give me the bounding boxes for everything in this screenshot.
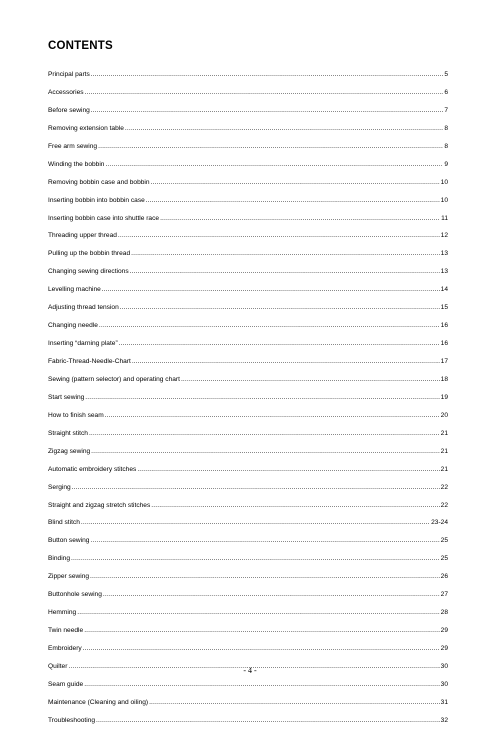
toc-entry-label: Binding (48, 555, 70, 563)
toc-entry[interactable] (48, 518, 448, 536)
toc-entry-label: Start sewing (48, 393, 85, 401)
toc-entry-page: 23-24 (431, 519, 448, 527)
dot-leader (103, 590, 440, 599)
dot-leader (83, 644, 440, 653)
toc-entry-page: 21 (440, 447, 448, 455)
dot-leader (84, 680, 439, 689)
toc-entry[interactable] (48, 231, 448, 249)
dot-leader (149, 698, 440, 707)
toc-entry[interactable] (48, 429, 448, 447)
dot-leader (151, 178, 440, 187)
toc-entry-label: Serging (48, 483, 71, 491)
table-of-contents (48, 70, 448, 734)
toc-entry[interactable] (48, 267, 448, 285)
dot-leader (130, 267, 440, 276)
toc-entry[interactable] (48, 249, 448, 267)
toc-entry[interactable] (48, 303, 448, 321)
dot-leader (146, 196, 440, 205)
dot-leader (96, 716, 440, 725)
toc-entry-page: 13 (440, 250, 448, 258)
toc-entry-page: 16 (440, 322, 448, 330)
toc-entry-page: 25 (440, 537, 448, 545)
toc-entry-page: 15 (440, 304, 448, 312)
page-title: CONTENTS (48, 40, 113, 52)
dot-leader (119, 339, 440, 348)
toc-entry-label: Straight and zigzag stretch stitches (48, 501, 151, 509)
toc-entry-page: 9 (444, 160, 448, 168)
dot-leader (99, 321, 440, 330)
dot-leader (72, 483, 440, 492)
toc-entry-page: 17 (440, 358, 448, 365)
dot-leader (118, 231, 440, 240)
dot-leader (105, 160, 443, 169)
toc-entry[interactable] (48, 142, 448, 160)
toc-entry[interactable] (48, 375, 448, 393)
dot-leader (85, 393, 439, 402)
toc-entry[interactable] (48, 644, 448, 662)
toc-entry-page: 8 (444, 124, 448, 132)
toc-entry-page: 21 (440, 429, 448, 437)
toc-entry-label: Blind stitch (48, 519, 80, 527)
toc-entry[interactable] (48, 214, 448, 232)
toc-entry[interactable] (48, 716, 448, 734)
toc-entry[interactable] (48, 536, 448, 554)
dot-leader (125, 124, 443, 133)
toc-entry[interactable] (48, 483, 448, 501)
toc-entry-page: 31 (440, 698, 448, 706)
toc-entry-page: 10 (440, 178, 448, 186)
dot-leader (85, 88, 444, 97)
toc-entry-label: Twin needle (48, 627, 84, 635)
toc-entry-page: 28 (440, 609, 448, 617)
toc-entry-page: 30 (440, 680, 448, 688)
toc-entry-label: Quilter (48, 662, 68, 670)
dot-leader (91, 106, 444, 115)
toc-entry-label: Threading upper thread (48, 232, 117, 240)
toc-entry-page: 11 (441, 214, 448, 222)
toc-entry[interactable] (48, 680, 448, 698)
toc-entry[interactable] (48, 411, 448, 429)
toc-entry-page: 20 (440, 411, 448, 419)
toc-entry[interactable] (48, 88, 448, 106)
toc-entry-label: Changing needle (48, 322, 98, 330)
toc-entry-page: 8 (444, 142, 448, 150)
toc-entry-page: 14 (440, 286, 448, 294)
toc-entry-label: Hemming (48, 609, 77, 617)
toc-entry-label: Embroidery (48, 645, 82, 652)
dot-leader (91, 447, 440, 456)
toc-entry[interactable] (48, 501, 448, 519)
dot-leader (91, 70, 444, 79)
toc-entry[interactable] (48, 554, 448, 572)
dot-leader (132, 357, 440, 366)
toc-entry-page: 10 (440, 196, 448, 204)
dot-leader (102, 285, 440, 294)
toc-entry-label: Accessories (48, 88, 84, 96)
toc-entry-page: 29 (440, 627, 448, 635)
toc-entry[interactable] (48, 357, 448, 375)
toc-entry-page: 32 (440, 716, 448, 724)
toc-entry-page: 22 (440, 483, 448, 491)
toc-entry-label: Before sewing (48, 106, 90, 114)
toc-entry-label: Seam guide (48, 680, 84, 688)
toc-entry[interactable] (48, 321, 448, 339)
toc-entry-label: Pulling up the bobbin thread (48, 250, 131, 258)
toc-entry-label: Levelling machine (48, 286, 101, 294)
toc-entry-page: 22 (440, 501, 448, 509)
toc-entry[interactable] (48, 572, 448, 590)
page-number: - 4 - (243, 666, 257, 675)
toc-entry[interactable] (48, 106, 448, 124)
toc-entry[interactable] (48, 590, 448, 608)
toc-entry-page: 25 (440, 555, 448, 563)
toc-entry[interactable] (48, 465, 448, 483)
toc-entry-page: 6 (444, 88, 448, 96)
toc-entry-page: 16 (440, 340, 448, 348)
toc-entry[interactable] (48, 339, 448, 357)
dot-leader (84, 626, 439, 635)
toc-entry-label: Sewing (pattern selector) and operating chart (48, 375, 180, 383)
toc-entry-label: Free arm sewing (48, 142, 98, 150)
toc-entry-label: Inserting bobbin into bobbin case (48, 196, 145, 204)
toc-entry-page: 19 (440, 393, 448, 401)
toc-entry-page: 30 (440, 662, 448, 670)
toc-entry[interactable] (48, 124, 448, 142)
toc-entry-label: Principal parts (48, 71, 90, 78)
toc-entry-label: Troubleshooting (48, 716, 96, 724)
toc-entry[interactable] (48, 447, 448, 465)
toc-entry-label: Changing sewing directions (48, 268, 129, 276)
dot-leader (151, 501, 439, 510)
toc-entry-label: Zipper sewing (48, 573, 90, 581)
toc-entry-label: Inserting “darning plate” (48, 340, 118, 348)
toc-entry-page: 26 (440, 573, 448, 581)
dot-leader (77, 608, 439, 617)
toc-entry[interactable] (48, 626, 448, 644)
toc-entry-page: 5 (444, 71, 448, 78)
dot-leader (81, 518, 430, 527)
toc-entry-label: Straight stitch (48, 429, 88, 437)
toc-entry-label: Zigzag sewing (48, 447, 91, 455)
dot-leader (105, 411, 440, 420)
toc-entry[interactable] (48, 178, 448, 196)
toc-entry-label: Removing extension table (48, 124, 124, 132)
toc-entry[interactable] (48, 608, 448, 626)
dot-leader (160, 214, 440, 223)
toc-entry-label: Removing bobbin case and bobbin (48, 178, 150, 186)
dot-leader (71, 554, 440, 563)
toc-entry[interactable] (48, 196, 448, 214)
dot-leader (89, 429, 440, 438)
dot-leader (181, 375, 440, 384)
toc-entry-page: 29 (440, 645, 448, 652)
toc-entry-page: 7 (444, 106, 448, 114)
toc-entry-page: 21 (440, 465, 448, 473)
dot-leader (120, 303, 440, 312)
dot-leader (131, 249, 440, 258)
toc-entry-label: How to finish seam (48, 411, 104, 419)
toc-entry-label: Inserting bobbin case into shuttle race (48, 214, 160, 222)
toc-entry-label: Winding the bobbin (48, 160, 105, 168)
toc-entry-label: Maintenance (Cleaning and oiling) (48, 698, 149, 706)
dot-leader (90, 572, 440, 581)
dot-leader (90, 536, 439, 545)
toc-entry-label: Fabric-Thread-Needle-Chart (48, 358, 131, 365)
toc-entry[interactable] (48, 393, 448, 411)
toc-entry-page: 27 (440, 591, 448, 599)
toc-entry-label: Button sewing (48, 537, 90, 545)
toc-entry-page: 18 (440, 375, 448, 383)
toc-entry[interactable] (48, 160, 448, 178)
toc-entry-label: Buttonhole sewing (48, 591, 102, 599)
toc-entry-label: Automatic embroidery stitches (48, 465, 137, 473)
toc-entry-label: Adjusting thread tension (48, 304, 119, 312)
dot-leader (98, 142, 443, 151)
dot-leader (137, 465, 439, 474)
toc-entry-page: 12 (440, 232, 448, 240)
toc-entry[interactable] (48, 70, 448, 88)
toc-entry-page: 13 (440, 268, 448, 276)
toc-entry[interactable] (48, 285, 448, 303)
